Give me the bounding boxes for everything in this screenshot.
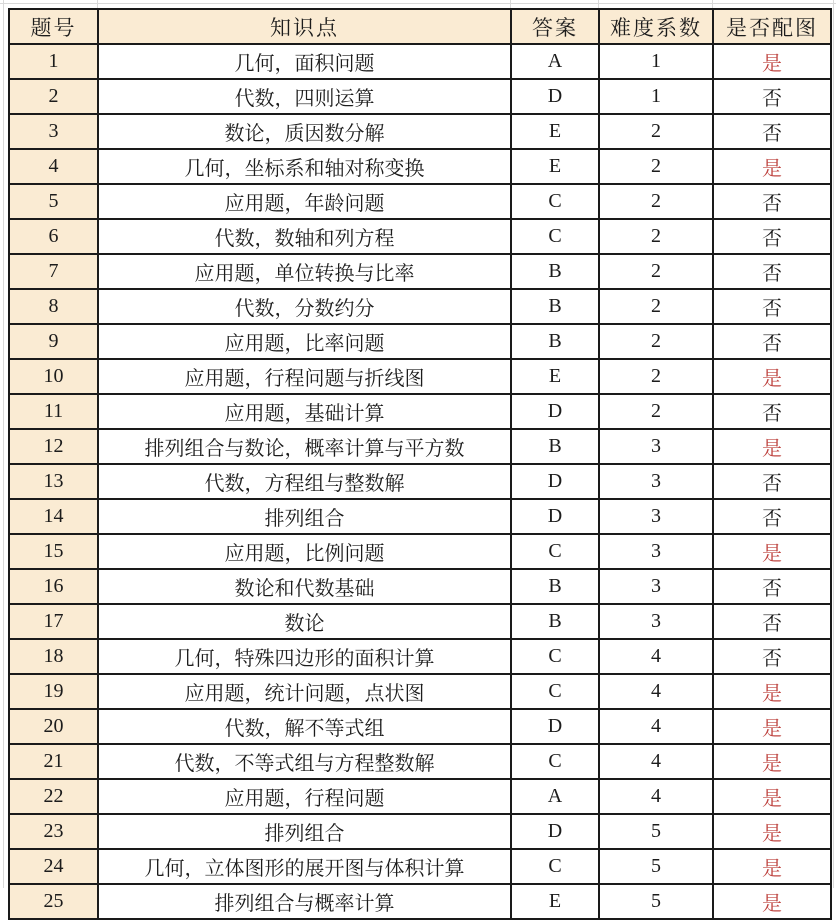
cell-answer: B	[511, 254, 599, 289]
table-row	[9, 604, 831, 639]
cell-answer: D	[511, 709, 599, 744]
cell-knowledge-point: 排列组合与概率计算	[98, 884, 511, 919]
cell-question-number: 17	[9, 604, 98, 639]
cell-question-number: 16	[9, 569, 98, 604]
cell-answer: E	[511, 884, 599, 919]
cell-difficulty: 5	[599, 849, 713, 884]
cell-answer: E	[511, 359, 599, 394]
cell-question-number: 8	[9, 289, 98, 324]
header-difficulty: 难度系数	[599, 9, 713, 44]
cell-illustrated: 是	[713, 884, 831, 919]
cell-knowledge-point: 应用题，基础计算	[98, 394, 511, 429]
table-row	[9, 849, 831, 884]
cell-difficulty: 4	[599, 674, 713, 709]
margin-gridline	[510, 0, 511, 8]
cell-knowledge-point: 代数，四则运算	[98, 79, 511, 114]
header-knowledge-point: 知识点	[98, 9, 511, 44]
cell-illustrated: 否	[713, 184, 831, 219]
cell-question-number: 1	[9, 44, 98, 79]
cell-difficulty: 3	[599, 429, 713, 464]
cell-knowledge-point: 代数，方程组与整数解	[98, 464, 511, 499]
cell-answer: B	[511, 429, 599, 464]
cell-question-number: 24	[9, 849, 98, 884]
cell-illustrated: 是	[713, 44, 831, 79]
cell-illustrated: 否	[713, 499, 831, 534]
cell-answer: C	[511, 534, 599, 569]
cell-illustrated: 否	[713, 114, 831, 149]
header-illustrated: 是否配图	[713, 9, 831, 44]
cell-question-number: 10	[9, 359, 98, 394]
cell-difficulty: 4	[599, 639, 713, 674]
cell-answer: C	[511, 184, 599, 219]
cell-illustrated: 是	[713, 709, 831, 744]
header-answer: 答案	[511, 9, 599, 44]
table-row	[9, 534, 831, 569]
table-body	[9, 44, 831, 919]
cell-illustrated: 是	[713, 674, 831, 709]
cell-difficulty: 2	[599, 219, 713, 254]
cell-difficulty: 3	[599, 604, 713, 639]
cell-knowledge-point: 几何，立体图形的展开图与体积计算	[98, 849, 511, 884]
table-row	[9, 394, 831, 429]
cell-difficulty: 1	[599, 44, 713, 79]
cell-answer: C	[511, 639, 599, 674]
margin-gridline	[0, 3, 836, 4]
cell-question-number: 6	[9, 219, 98, 254]
cell-question-number: 9	[9, 324, 98, 359]
margin-gridline	[712, 0, 713, 8]
margin-gridline	[833, 0, 834, 888]
cell-difficulty: 3	[599, 499, 713, 534]
cell-answer: A	[511, 44, 599, 79]
cell-illustrated: 是	[713, 534, 831, 569]
cell-answer: C	[511, 744, 599, 779]
cell-question-number: 4	[9, 149, 98, 184]
cell-illustrated: 否	[713, 289, 831, 324]
cell-knowledge-point: 几何，面积问题	[98, 44, 511, 79]
table-row	[9, 639, 831, 674]
cell-knowledge-point: 排列组合	[98, 499, 511, 534]
cell-question-number: 2	[9, 79, 98, 114]
cell-illustrated: 否	[713, 79, 831, 114]
cell-knowledge-point: 应用题，行程问题与折线图	[98, 359, 511, 394]
cell-difficulty: 2	[599, 149, 713, 184]
table-row	[9, 464, 831, 499]
cell-difficulty: 2	[599, 184, 713, 219]
cell-difficulty: 4	[599, 779, 713, 814]
cell-illustrated: 否	[713, 569, 831, 604]
cell-illustrated: 否	[713, 464, 831, 499]
table-row	[9, 219, 831, 254]
cell-answer: C	[511, 674, 599, 709]
cell-answer: D	[511, 394, 599, 429]
cell-illustrated: 否	[713, 639, 831, 674]
table-row	[9, 429, 831, 464]
table-row	[9, 744, 831, 779]
cell-illustrated: 否	[713, 219, 831, 254]
cell-answer: D	[511, 814, 599, 849]
cell-knowledge-point: 应用题，比率问题	[98, 324, 511, 359]
cell-knowledge-point: 几何，坐标系和轴对称变换	[98, 149, 511, 184]
cell-question-number: 13	[9, 464, 98, 499]
cell-question-number: 7	[9, 254, 98, 289]
cell-answer: E	[511, 149, 599, 184]
table-row	[9, 324, 831, 359]
table-row	[9, 79, 831, 114]
cell-illustrated: 否	[713, 324, 831, 359]
cell-answer: B	[511, 324, 599, 359]
cell-question-number: 25	[9, 884, 98, 919]
cell-knowledge-point: 数论，质因数分解	[98, 114, 511, 149]
table-header	[9, 9, 831, 44]
cell-difficulty: 4	[599, 709, 713, 744]
header-question-number: 题号	[9, 9, 98, 44]
cell-illustrated: 否	[713, 604, 831, 639]
cell-difficulty: 2	[599, 289, 713, 324]
cell-difficulty: 4	[599, 744, 713, 779]
cell-illustrated: 是	[713, 359, 831, 394]
cell-illustrated: 否	[713, 254, 831, 289]
cell-answer: D	[511, 499, 599, 534]
cell-difficulty: 2	[599, 324, 713, 359]
cell-difficulty: 3	[599, 569, 713, 604]
cell-knowledge-point: 应用题，行程问题	[98, 779, 511, 814]
cell-knowledge-point: 代数，数轴和列方程	[98, 219, 511, 254]
cell-question-number: 22	[9, 779, 98, 814]
table-row	[9, 709, 831, 744]
table-row	[9, 289, 831, 324]
cell-knowledge-point: 应用题，比例问题	[98, 534, 511, 569]
cell-answer: B	[511, 289, 599, 324]
table-row	[9, 44, 831, 79]
cell-answer: C	[511, 219, 599, 254]
table-row	[9, 814, 831, 849]
cell-knowledge-point: 排列组合与数论，概率计算与平方数	[98, 429, 511, 464]
table-row	[9, 779, 831, 814]
cell-difficulty: 2	[599, 114, 713, 149]
cell-knowledge-point: 应用题，单位转换与比率	[98, 254, 511, 289]
cell-question-number: 5	[9, 184, 98, 219]
cell-illustrated: 是	[713, 849, 831, 884]
table-row	[9, 359, 831, 394]
cell-question-number: 18	[9, 639, 98, 674]
cell-difficulty: 2	[599, 394, 713, 429]
cell-question-number: 14	[9, 499, 98, 534]
cell-answer: B	[511, 569, 599, 604]
cell-knowledge-point: 排列组合	[98, 814, 511, 849]
cell-answer: D	[511, 464, 599, 499]
cell-question-number: 20	[9, 709, 98, 744]
cell-knowledge-point: 数论	[98, 604, 511, 639]
cell-question-number: 23	[9, 814, 98, 849]
cell-difficulty: 3	[599, 464, 713, 499]
cell-question-number: 11	[9, 394, 98, 429]
cell-illustrated: 是	[713, 814, 831, 849]
cell-answer: B	[511, 604, 599, 639]
cell-question-number: 3	[9, 114, 98, 149]
cell-illustrated: 是	[713, 744, 831, 779]
table-row	[9, 149, 831, 184]
cell-difficulty: 2	[599, 359, 713, 394]
table-row	[9, 569, 831, 604]
cell-difficulty: 1	[599, 79, 713, 114]
cell-illustrated: 是	[713, 429, 831, 464]
cell-answer: D	[511, 79, 599, 114]
table-row	[9, 674, 831, 709]
cell-question-number: 19	[9, 674, 98, 709]
margin-gridline	[3, 0, 4, 888]
header-row	[9, 9, 831, 44]
cell-difficulty: 5	[599, 814, 713, 849]
cell-question-number: 21	[9, 744, 98, 779]
cell-difficulty: 3	[599, 534, 713, 569]
cell-knowledge-point: 数论和代数基础	[98, 569, 511, 604]
cell-answer: C	[511, 849, 599, 884]
table-row	[9, 184, 831, 219]
cell-knowledge-point: 应用题，统计问题，点状图	[98, 674, 511, 709]
table-row	[9, 884, 831, 919]
cell-illustrated: 否	[713, 394, 831, 429]
cell-knowledge-point: 几何，特殊四边形的面积计算	[98, 639, 511, 674]
cell-knowledge-point: 代数，不等式组与方程整数解	[98, 744, 511, 779]
cell-answer: A	[511, 779, 599, 814]
cell-knowledge-point: 代数，解不等式组	[98, 709, 511, 744]
question-knowledge-table	[8, 8, 832, 920]
cell-knowledge-point: 代数，分数约分	[98, 289, 511, 324]
table-row	[9, 499, 831, 534]
margin-gridline	[598, 0, 599, 8]
cell-question-number: 12	[9, 429, 98, 464]
cell-knowledge-point: 应用题，年龄问题	[98, 184, 511, 219]
cell-difficulty: 5	[599, 884, 713, 919]
margin-gridline	[97, 0, 98, 8]
table-row	[9, 254, 831, 289]
cell-answer: E	[511, 114, 599, 149]
cell-illustrated: 是	[713, 779, 831, 814]
cell-question-number: 15	[9, 534, 98, 569]
cell-illustrated: 是	[713, 149, 831, 184]
table-row	[9, 114, 831, 149]
cell-difficulty: 2	[599, 254, 713, 289]
